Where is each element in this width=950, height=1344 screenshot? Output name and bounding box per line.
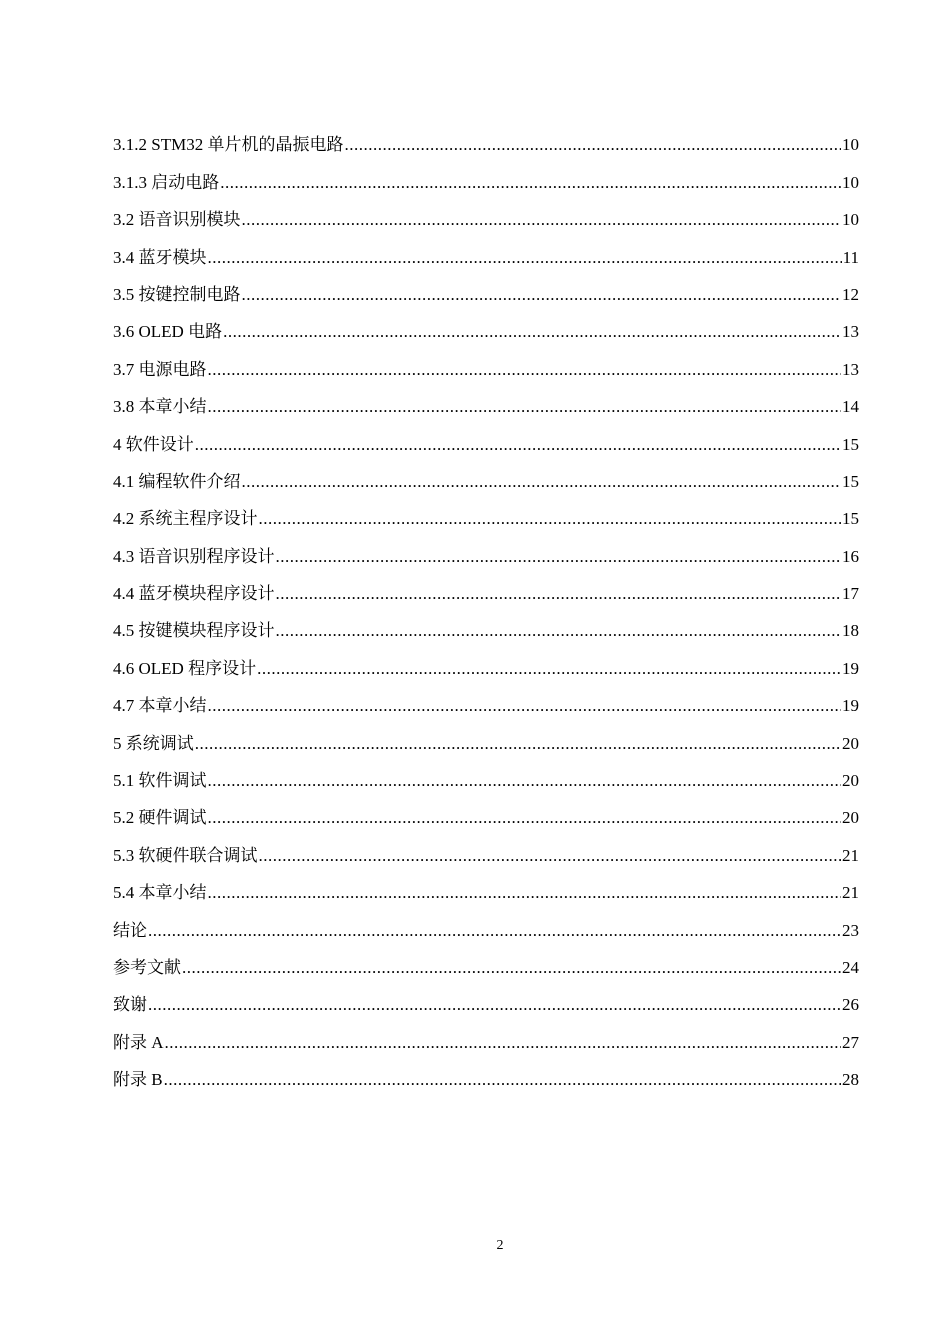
- toc-dot-leader: [182, 956, 841, 980]
- toc-entry-page: 23: [842, 920, 859, 940]
- toc-entry-page: 21: [842, 883, 859, 903]
- toc-entry-title: 4.6 OLED 程序设计: [113, 658, 257, 678]
- toc-entry: [113, 681, 859, 718]
- toc-dot-leader: [148, 919, 841, 943]
- toc-entry: [113, 270, 859, 307]
- toc-dot-leader: [223, 320, 841, 344]
- toc-entry: [113, 1017, 859, 1054]
- toc-entry-title: 3.1.3 启动电路: [113, 172, 220, 192]
- toc-dot-leader: [344, 133, 841, 157]
- table-of-contents: [113, 120, 859, 1092]
- toc-dot-leader: [195, 732, 841, 756]
- toc-dot-leader: [276, 545, 842, 569]
- toc-entry-page: 18: [842, 621, 859, 641]
- toc-entry-title: 致谢: [113, 995, 147, 1015]
- toc-entry-page: 20: [842, 733, 859, 753]
- toc-entry: [113, 643, 859, 680]
- toc-entry: [113, 980, 859, 1017]
- toc-dot-leader: [259, 844, 842, 868]
- toc-entry-page: 15: [842, 509, 859, 529]
- toc-entry: [113, 830, 859, 867]
- toc-entry-page: 19: [842, 658, 859, 678]
- toc-entry-page: 10: [842, 135, 859, 155]
- toc-entry-title: 5.3 软硬件联合调试: [113, 845, 258, 865]
- toc-entry-title: 5.1 软件调试: [113, 771, 207, 791]
- toc-entry-page: 15: [842, 434, 859, 454]
- toc-entry-page: 10: [842, 210, 859, 230]
- toc-entry: [113, 457, 859, 494]
- toc-entry: [113, 531, 859, 568]
- toc-entry-page: 21: [842, 845, 859, 865]
- toc-entry: [113, 569, 859, 606]
- toc-entry-page: 11: [842, 247, 859, 267]
- toc-dot-leader: [242, 208, 842, 232]
- toc-dot-leader: [164, 1068, 841, 1092]
- toc-entry-title: 4.5 按键模块程序设计: [113, 621, 275, 641]
- toc-entry-title: 3.8 本章小结: [113, 397, 207, 417]
- toc-entry: [113, 1055, 859, 1092]
- toc-entry-page: 20: [842, 771, 859, 791]
- toc-entry-page: 27: [842, 1032, 859, 1052]
- toc-entry: [113, 793, 859, 830]
- toc-dot-leader: [148, 993, 841, 1017]
- toc-dot-leader: [208, 395, 842, 419]
- toc-entry: [113, 195, 859, 232]
- toc-entry-title: 4.1 编程软件介绍: [113, 471, 241, 491]
- toc-entry-page: 17: [842, 584, 859, 604]
- toc-entry: [113, 606, 859, 643]
- toc-entry-title: 3.7 电源电路: [113, 359, 207, 379]
- toc-dot-leader: [208, 694, 842, 718]
- toc-entry-title: 附录 A: [113, 1032, 164, 1052]
- toc-entry-title: 3.1.2 STM32 单片机的晶振电路: [113, 135, 344, 155]
- toc-entry: [113, 157, 859, 194]
- toc-entry: [113, 494, 859, 531]
- toc-dot-leader: [220, 171, 841, 195]
- toc-entry-page: 19: [842, 696, 859, 716]
- toc-dot-leader: [242, 283, 842, 307]
- toc-entry: [113, 344, 859, 381]
- toc-entry-title: 3.4 蓝牙模块: [113, 247, 207, 267]
- toc-entry: [113, 307, 859, 344]
- toc-dot-leader: [208, 246, 842, 270]
- toc-entry-page: 10: [842, 172, 859, 192]
- toc-entry-page: 28: [842, 1070, 859, 1090]
- toc-entry: [113, 943, 859, 980]
- toc-entry-title: 结论: [113, 920, 147, 940]
- toc-entry-title: 4.4 蓝牙模块程序设计: [113, 584, 275, 604]
- toc-dot-leader: [242, 470, 842, 494]
- toc-entry: [113, 905, 859, 942]
- toc-entry-title: 5 系统调试: [113, 733, 194, 753]
- toc-dot-leader: [165, 1031, 841, 1055]
- toc-entry-page: 15: [842, 471, 859, 491]
- toc-dot-leader: [208, 769, 842, 793]
- toc-entry-title: 3.5 按键控制电路: [113, 284, 241, 304]
- toc-entry-title: 4.3 语音识别程序设计: [113, 546, 275, 566]
- toc-entry-title: 3.2 语音识别模块: [113, 210, 241, 230]
- toc-entry-page: 13: [842, 359, 859, 379]
- toc-entry: [113, 382, 859, 419]
- toc-entry: [113, 868, 859, 905]
- toc-dot-leader: [276, 619, 842, 643]
- toc-entry-title: 4 软件设计: [113, 434, 194, 454]
- toc-entry-page: 20: [842, 808, 859, 828]
- toc-entry-page: 13: [842, 322, 859, 342]
- toc-dot-leader: [276, 582, 842, 606]
- toc-entry: [113, 120, 859, 157]
- toc-dot-leader: [208, 806, 842, 830]
- toc-entry-title: 4.2 系统主程序设计: [113, 509, 258, 529]
- toc-entry-page: 26: [842, 995, 859, 1015]
- toc-entry-title: 5.4 本章小结: [113, 883, 207, 903]
- page-number: 2: [496, 1238, 504, 1253]
- toc-entry-page: 24: [842, 957, 859, 977]
- toc-entry: [113, 718, 859, 755]
- toc-entry: [113, 756, 859, 793]
- toc-entry-title: 5.2 硬件调试: [113, 808, 207, 828]
- toc-dot-leader: [208, 358, 842, 382]
- toc-entry-title: 3.6 OLED 电路: [113, 322, 223, 342]
- toc-dot-leader: [257, 657, 841, 681]
- toc-entry: [113, 232, 859, 269]
- toc-dot-leader: [259, 507, 842, 531]
- toc-entry-title: 附录 B: [113, 1070, 163, 1090]
- toc-entry-page: 16: [842, 546, 859, 566]
- toc-entry-title: 参考文献: [113, 957, 181, 977]
- toc-entry-page: 12: [842, 284, 859, 304]
- toc-dot-leader: [208, 881, 842, 905]
- toc-entry: [113, 419, 859, 456]
- toc-entry-title: 4.7 本章小结: [113, 696, 207, 716]
- toc-entry-page: 14: [842, 397, 859, 417]
- toc-dot-leader: [195, 433, 841, 457]
